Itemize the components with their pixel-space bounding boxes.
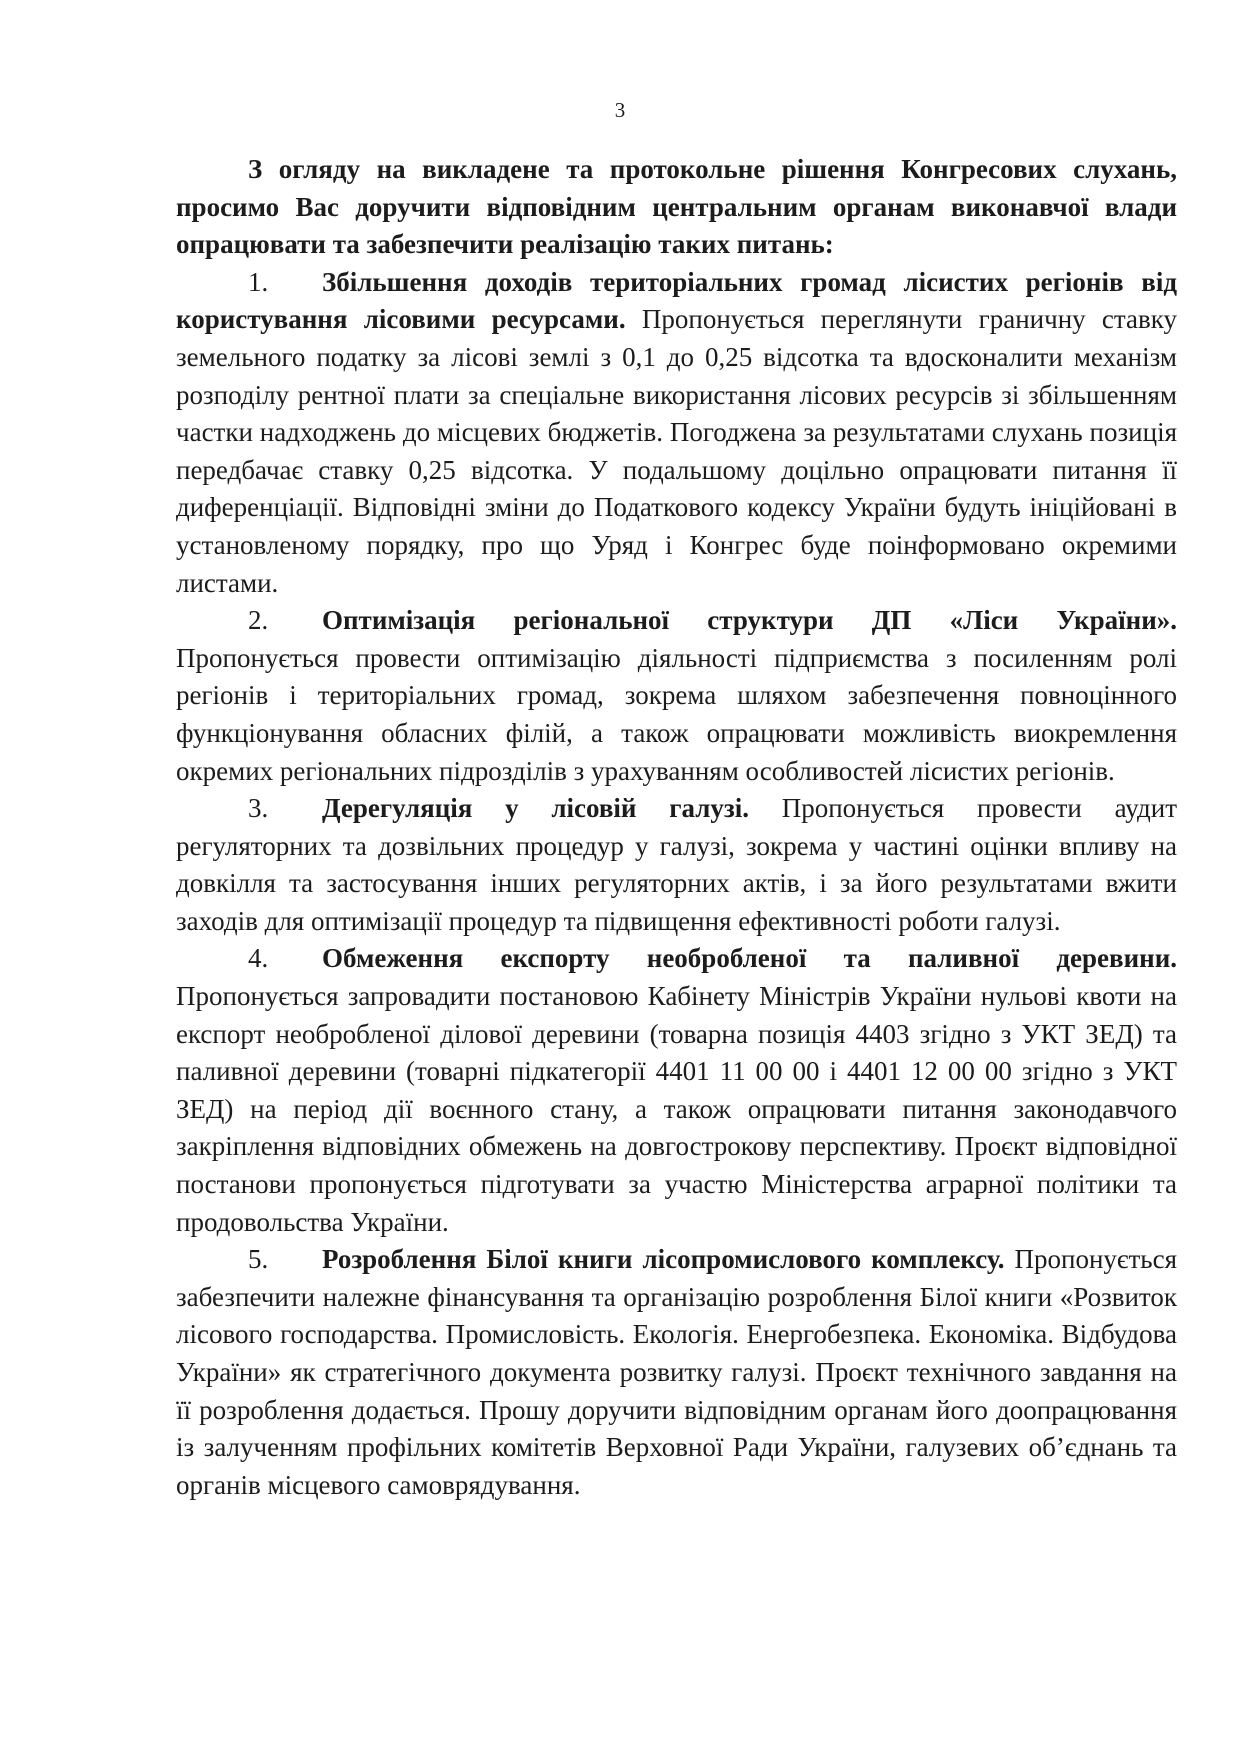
item-heading: Збільшення доходів територіальних громад лісистих регіонів від користування лісовими ресурсами. [176, 266, 1177, 335]
item-text: Пропонується забезпечити належне фінансування та організацію розроблення Білої книги «Розвиток лісового господарства. Промисловість. Екологія. Енергобезпека. Економіка. Відбудова України» як стратегічного документа розвитку галузі. Проєкт технічного завдання на її розроблення додається. Прошу доручити відповідним органам його доопрацювання із залученням профільних комітетів Верховної Ради України, галузевих об’єднань та органів місцевого самоврядування. [176, 1244, 1178, 1500]
list-item [176, 602, 1177, 790]
item-heading: Дерегуляція у лісовій галузі. [322, 793, 749, 824]
item-number: 2. [248, 605, 269, 636]
list-item [176, 264, 1177, 602]
item-text: Пропонується провести аудит регуляторних та дозвільних процедур у галузі, зокрема у частині оцінки впливу на довкілля та застосування інших регуляторних актів, і за його результатами вжити заходів для оптимізації процедур та підвищення ефективності роботи галузі. [176, 793, 1178, 936]
intro-paragraph: З огляду на викладене та протокольне рішення Конгресових слухань, просимо Вас доручити відповідним центральним органам виконавчої влади опрацювати та забезпечити реалізацію таких питань: [176, 154, 1177, 260]
item-number: 1. [248, 266, 269, 297]
item-number: 5. [248, 1244, 269, 1275]
item-text: Пропонується запровадити постановою Кабінету Міністрів України нульові квоти на експорт необробленої ділової деревини (товарна позиція 4403 згідно з УКТ ЗЕД) та паливної деревини (товарні підкатегорії 4401 11 00 00 і 4401 12 00 00 згідно з УКТ ЗЕД) на період дії воєнного стану, а також опрацювати питання законодавчого закріплення відповідних обмежень на довгострокову перспективу. Проєкт відповідної постанови пропонується підготувати за участю Міністерства аграрної політики та продовольства України. [176, 981, 1177, 1237]
item-number: 3. [248, 793, 269, 824]
list-item [176, 1241, 1177, 1504]
item-text: Пропонується провести оптимізацію діяльності підприємства з посиленням ролі регіонів і територіальних громад, зокрема шляхом забезпечення повноцінного функціонування обласних філій, а також опрацювати можливість виокремлення окремих регіональних підрозділів з урахуванням особливостей лісистих регіонів. [176, 642, 1177, 786]
item-number: 4. [248, 943, 269, 974]
item-heading: Розроблення Білої книги лісопромислового комплексу. [322, 1244, 1005, 1275]
document-body [176, 151, 1177, 1504]
list-item [176, 790, 1177, 940]
item-heading: Обмеження експорту необробленої та паливної деревини. [322, 943, 1177, 974]
list-item [176, 940, 1177, 1241]
item-heading: Оптимізація регіональної структури ДП «Ліси України». [322, 605, 1177, 636]
page-number: 3 [614, 98, 626, 122]
item-text: Пропонується переглянути граничну ставку земельного податку за лісові землі з 0,1 до 0,25 відсотка та вдосконалити механізм розподілу рентної плати за спеціальне використання лісових ресурсів зі збільшенням частки надходжень до місцевих бюджетів. Погоджена за результатами слухань позиція передбачає ставку 0,25 відсотка. У подальшому доцільно опрацювати питання її диференціації. Відповідні зміни до Податкового кодексу України будуть ініційовані в установленому порядку, про що Уряд і Конгрес буде поінформовано окремими листами. [176, 304, 1178, 598]
